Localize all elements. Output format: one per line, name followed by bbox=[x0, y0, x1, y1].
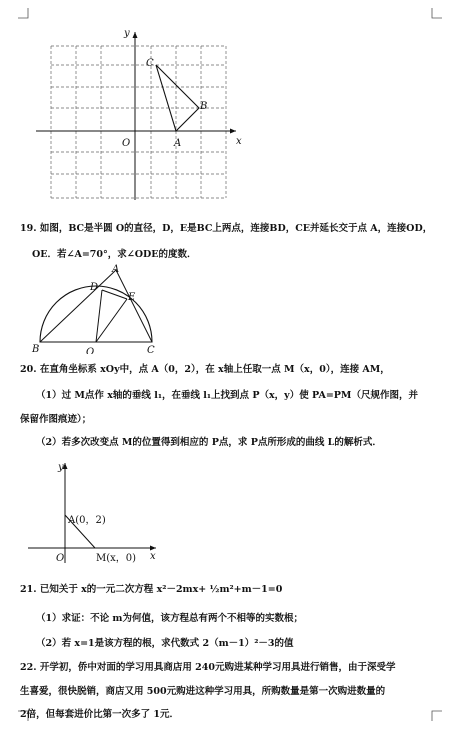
q19-line2: OE．若∠A=70°，求∠ODE的度数． bbox=[32, 249, 197, 260]
q20-y-label: y bbox=[58, 462, 64, 473]
triangle-abc bbox=[156, 65, 199, 131]
semi-point-a-label: A bbox=[112, 264, 120, 275]
grid-origin-label: O bbox=[122, 138, 131, 149]
q20-coordinate-figure bbox=[0, 455, 460, 575]
grid-x-label: x bbox=[236, 136, 242, 147]
q22-line1: 22. 开学初，侨中对面的学习用具商店用 240元购进某种学习用具进行销售，由于深受学 bbox=[20, 662, 396, 673]
grid-point-b-label: B bbox=[200, 101, 208, 112]
semicircle-figure bbox=[0, 264, 460, 354]
q22-line2: 生喜爱，很快脱销，商店又用 500元购进这种学习用具，所购数量是第一次购进数量的 bbox=[20, 686, 386, 697]
grid-point-c-label: C bbox=[146, 58, 154, 69]
q20-origin-label: O bbox=[56, 553, 65, 564]
grid-point-a-label: A bbox=[174, 138, 182, 149]
q20-line2: （1）过 M点作 x轴的垂线 l₁，在垂线 l₁上找到点 P（x，y）使 PA=PM（尺规作图，并 bbox=[36, 390, 418, 401]
semi-point-d-label: D bbox=[90, 282, 99, 293]
semi-point-o-label: O bbox=[86, 347, 95, 354]
semi-point-e-label: E bbox=[128, 292, 136, 303]
semi-point-c-label: C bbox=[147, 345, 155, 354]
q19-line1: 19. 如图，BC是半圆 O的直径，D，E是BC上两点，连接BD，CE并延长交于点 A，连接OD， bbox=[20, 223, 433, 234]
q20-point-a-label: A(0，2) bbox=[68, 515, 106, 526]
q20-point-m-label: M(x，0) bbox=[96, 553, 137, 564]
q21-line3: （2）若 x=1是该方程的根，求代数式 2（m－1）²－3的值 bbox=[36, 638, 294, 649]
q20-x-label: x bbox=[150, 551, 156, 562]
semi-point-b-label: B bbox=[32, 344, 40, 354]
coordinate-grid-figure bbox=[0, 0, 460, 210]
q20-line1: 20. 在直角坐标系 xOy中，点 A（0，2），在 x轴上任取一点 M（x，0），连接 AM， bbox=[20, 364, 390, 375]
q22-line3: 2倍，但每套进价比第一次多了 1元． bbox=[20, 709, 180, 720]
grid-y-label: y bbox=[124, 28, 130, 39]
q20-line4: （2）若多次改变点 M的位置得到相应的 P点，求 P点所形成的曲线 L的解析式． bbox=[36, 437, 382, 448]
q21-line2: （1）求证：不论 m为何值，该方程总有两个不相等的实数根； bbox=[36, 613, 303, 624]
q20-line3: 保留作图痕迹）； bbox=[20, 414, 92, 425]
q21-line1: 21. 已知关于 x的一元二次方程 x²－2mx+ ½m²+m－1=0 bbox=[20, 584, 283, 595]
